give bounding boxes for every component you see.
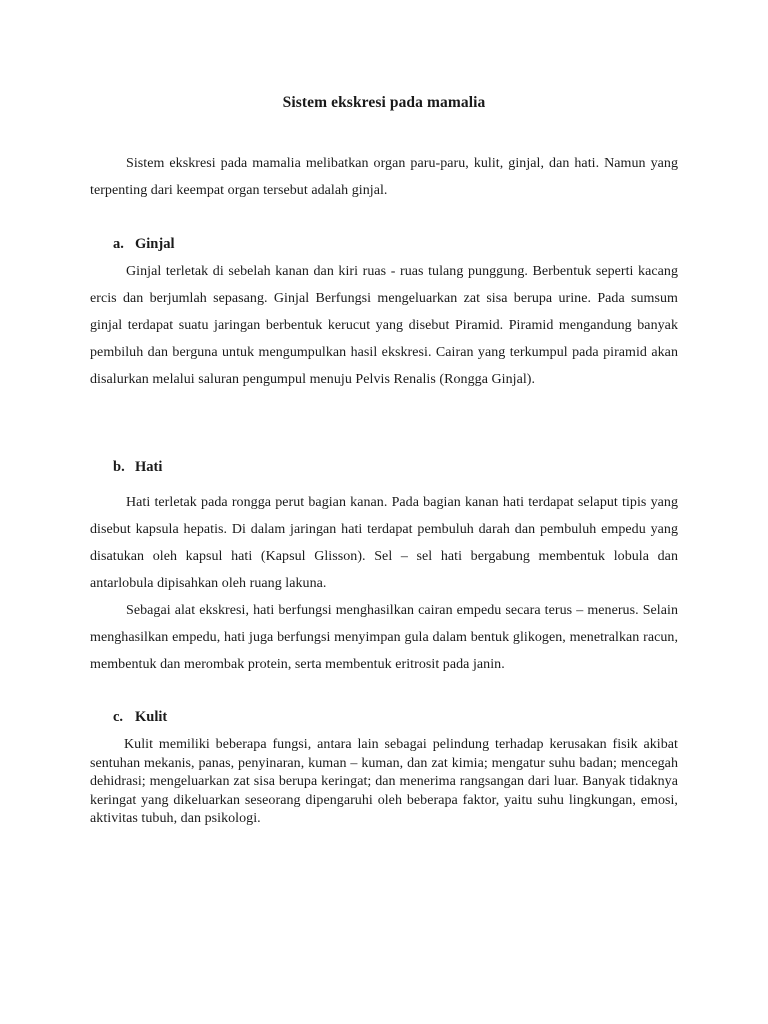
section-heading-hati (113, 459, 162, 476)
kulit-paragraph: Kulit memiliki beberapa fungsi, antara lain sebagai pelindung terhadap kerusakan fisik akibat sentuhan mekanis, panas, penyinaran, kuman – kuman, dan zat kimia; mengatur suhu badan; mencegah dehidrasi; mengeluarkan zat sisa berupa keringat; dan menerima rangsangan dari luar. Banyak tidaknya keringat yang dikeluarkan seseorang dipengaruhi oleh beberapa faktor, yaitu suhu lingkungan, emosi, aktivitas tubuh, dan psikologi. (90, 737, 678, 826)
section-title: Kulit (135, 709, 168, 725)
section-marker: c. (113, 709, 124, 725)
hati-paragraph-1: Hati terletak pada rongga perut bagian kanan. Pada bagian kanan hati terdapat selaput tipis yang disebut kapsula hepatis. Di dalam jaringan hati terdapat pembuluh darah dan pembuluh empedu yang disatukan oleh kapsul hati (Kapsul Glisson). Sel – sel hati bergabung membentuk lobula dan antarlobula dipisahkan oleh ruang lakuna. (90, 495, 678, 591)
section-heading-ginjal (113, 236, 174, 253)
intro-paragraph: Sistem ekskresi pada mamalia melibatkan organ paru-paru, kulit, ginjal, dan hati. Namun yang terpenting dari keempat organ tersebut adalah ginjal. (90, 156, 678, 198)
document-title: Sistem ekskresi pada mamalia (282, 94, 486, 111)
section-marker: a. (113, 236, 124, 252)
section-title: Hati (135, 459, 163, 475)
ginjal-paragraph: Ginjal terletak di sebelah kanan dan kiri ruas - ruas tulang punggung. Berbentuk seperti kacang ercis dan berjumlah sepasang. Ginjal Berfungsi mengeluarkan zat sisa berupa urine. Pada sumsum ginjal terdapat suatu jaringan berbentuk kerucut yang disebut Piramid. Piramid mengandung banyak pembiluh dan berguna untuk mengumpulkan hasil ekskresi. Cairan yang terkumpul pada piramid akan disalurkan melalui saluran pengumpul menuju Pelvis Renalis (Rongga Ginjal). (90, 264, 678, 387)
section-title: Ginjal (135, 236, 175, 252)
section-heading-kulit (113, 709, 167, 726)
hati-paragraph-2: Sebagai alat ekskresi, hati berfungsi menghasilkan cairan empedu secara terus – menerus. Selain menghasilkan empedu, hati juga berfungsi menyimpan gula dalam bentuk glikogen, menetralkan racun, membentuk dan merombak protein, serta membentuk eritrosit pada janin. (90, 603, 678, 672)
section-marker: b. (113, 459, 125, 475)
